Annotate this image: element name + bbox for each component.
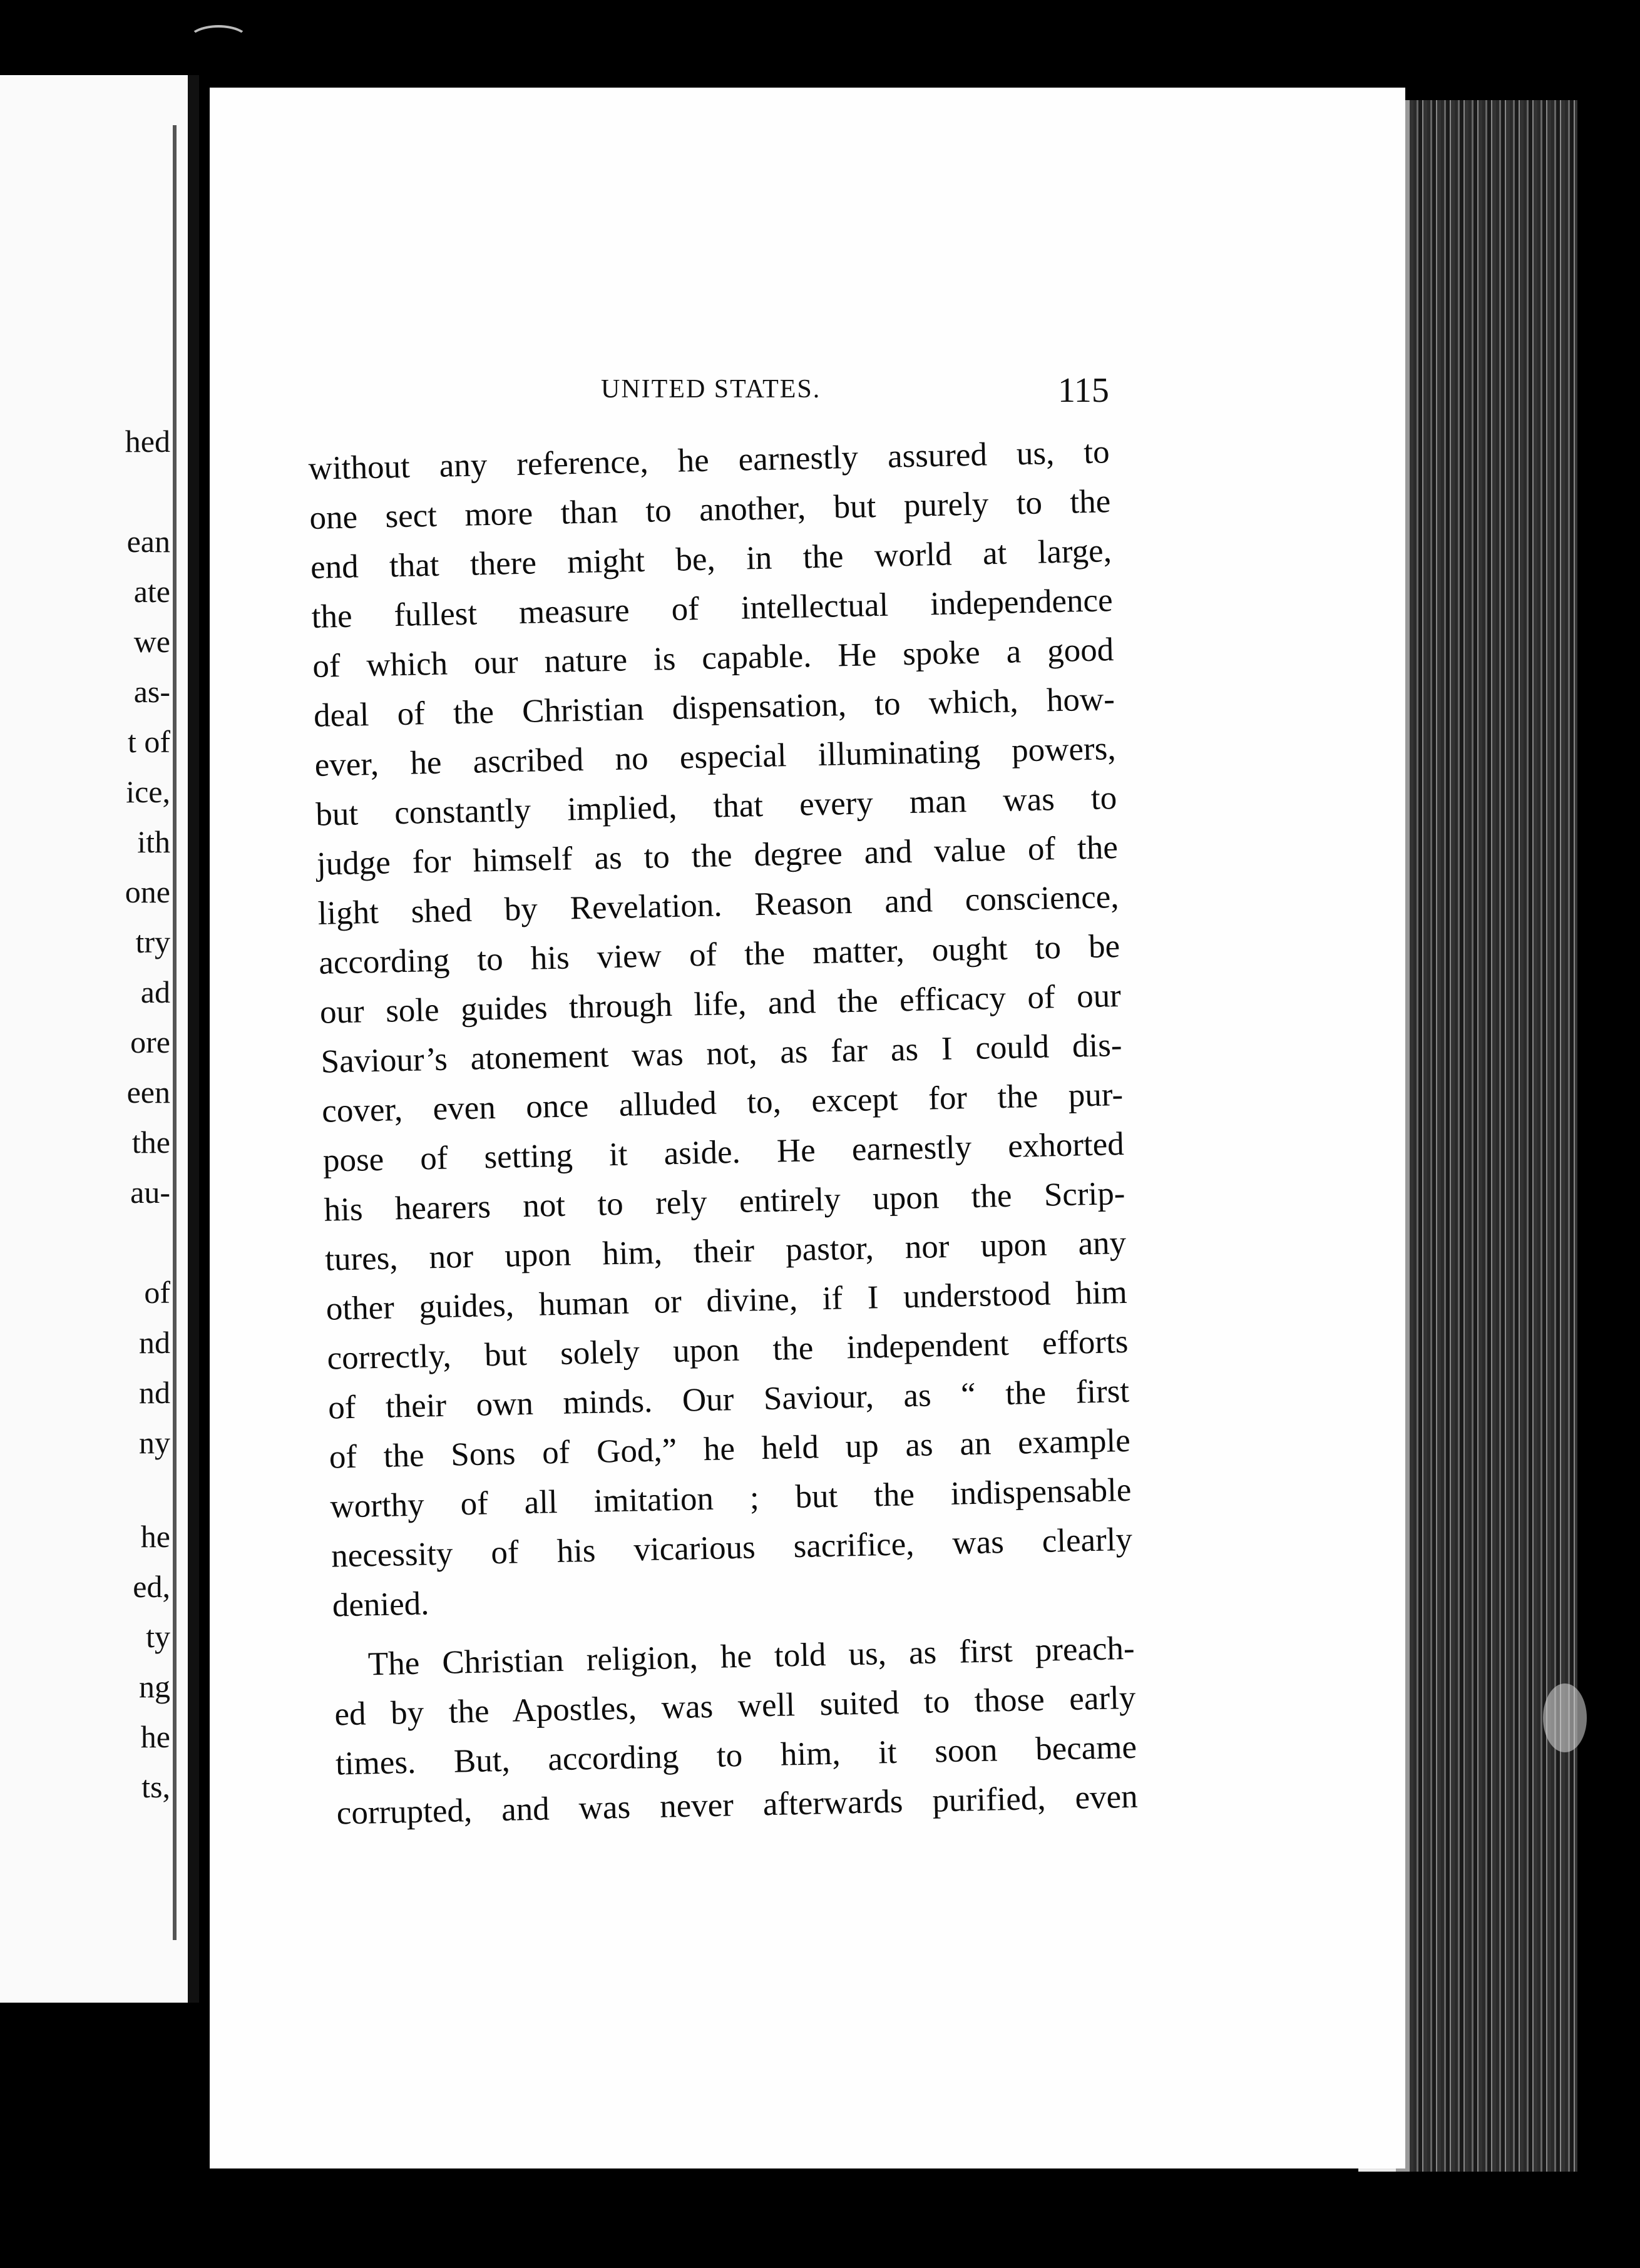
text-line: necessity of his vicarious sacrifice, was clearly <box>331 1521 1133 1575</box>
text-line: one sect more than to another, but purely to the <box>309 483 1111 536</box>
body-text <box>308 427 1138 1838</box>
text-line: the fullest measure of intellectual independence <box>311 582 1114 635</box>
text-line: according to his view of the matter, ought to be <box>318 928 1120 981</box>
text-line: of their own minds. Our Saviour, as “ the first <box>327 1372 1130 1426</box>
left-page-fragment: of <box>144 1275 170 1310</box>
left-page-fragment: one <box>125 874 170 909</box>
left-page-fragment: nd <box>139 1325 170 1360</box>
left-page-fragment: he <box>140 1719 170 1754</box>
text-line: ed by the Apostles, was well suited to those early <box>334 1679 1136 1733</box>
left-page-fragment: hed <box>125 424 170 459</box>
left-page-fragment: ny <box>139 1425 170 1460</box>
text-line: denied. <box>332 1585 429 1624</box>
left-page-fragment: we <box>133 624 170 659</box>
text-line: ever, he ascribed no especial illuminating powers, <box>314 730 1117 784</box>
left-page-fragment: he <box>140 1519 170 1554</box>
text-line: corrupted, and was never afterwards purified, even <box>336 1778 1139 1832</box>
left-page-fragment: ice, <box>126 774 170 809</box>
text-line: Saviour’s atonement was not, as far as I could dis- <box>320 1026 1122 1080</box>
text-line: other guides, human or divine, if I understood him <box>325 1274 1128 1327</box>
text-line: The Christian religion, he told us, as first preach- <box>367 1630 1135 1683</box>
text-line: of which our nature is capable. He spoke a good <box>312 631 1114 685</box>
text-line: light shed by Revelation. Reason and conscience, <box>317 879 1120 932</box>
left-page-fragment: ad <box>140 974 170 1009</box>
text-line: tures, nor upon him, their pastor, nor upon any <box>324 1224 1127 1278</box>
left-page-fragment: ean <box>126 524 170 559</box>
gutter-shadow <box>173 125 177 1940</box>
text-line: his hearers not to rely entirely upon the Scrip- <box>324 1175 1125 1228</box>
left-page-fragment: the <box>131 1125 170 1160</box>
left-page-fragment: ate <box>133 574 170 609</box>
page-number: 115 <box>1058 371 1109 410</box>
left-page-fragment: een <box>126 1075 170 1110</box>
left-page-fragment: ts, <box>141 1769 170 1804</box>
left-page-fragment: nd <box>139 1375 170 1410</box>
scan-artifact <box>188 25 249 55</box>
text-line: our sole guides through life, and the efficacy of our <box>319 978 1122 1031</box>
left-page-fragment: au- <box>130 1175 170 1210</box>
text-line: without any reference, he earnestly assured us, to <box>308 434 1110 487</box>
left-page-fragment: t of <box>127 724 170 759</box>
left-page-fragment: try <box>135 924 170 959</box>
left-page-fragment: ith <box>137 824 170 859</box>
text-line: judge for himself as to the degree and value of the <box>316 829 1119 882</box>
previous-page-edge <box>0 75 199 2003</box>
text-line: worthy of all imitation ; but the indispensable <box>329 1471 1132 1525</box>
left-page-fragment: ng <box>139 1669 170 1704</box>
text-line: pose of setting it aside. He earnestly exhorted <box>322 1125 1125 1179</box>
running-head: UNITED STATES. <box>601 375 821 404</box>
left-page-fragment: ty <box>146 1619 170 1654</box>
text-line: deal of the Christian dispensation, to which, how- <box>313 681 1115 734</box>
text-line: times. But, according to him, it soon became <box>335 1729 1137 1782</box>
scan-artifact <box>1543 1683 1587 1752</box>
text-line: but constantly implied, that every man was to <box>315 780 1117 833</box>
text-line: correctly, but solely upon the independent efforts <box>326 1323 1129 1377</box>
left-page-fragment: ed, <box>133 1569 170 1604</box>
text-line: cover, even once alluded to, except for the pur- <box>321 1076 1124 1130</box>
text-line: end that there might be, in the world at large, <box>310 533 1112 586</box>
text-line: of the Sons of God,” he held up as an example <box>329 1422 1131 1476</box>
left-page-fragment: as- <box>133 674 170 709</box>
left-page-fragment: ore <box>130 1024 170 1060</box>
